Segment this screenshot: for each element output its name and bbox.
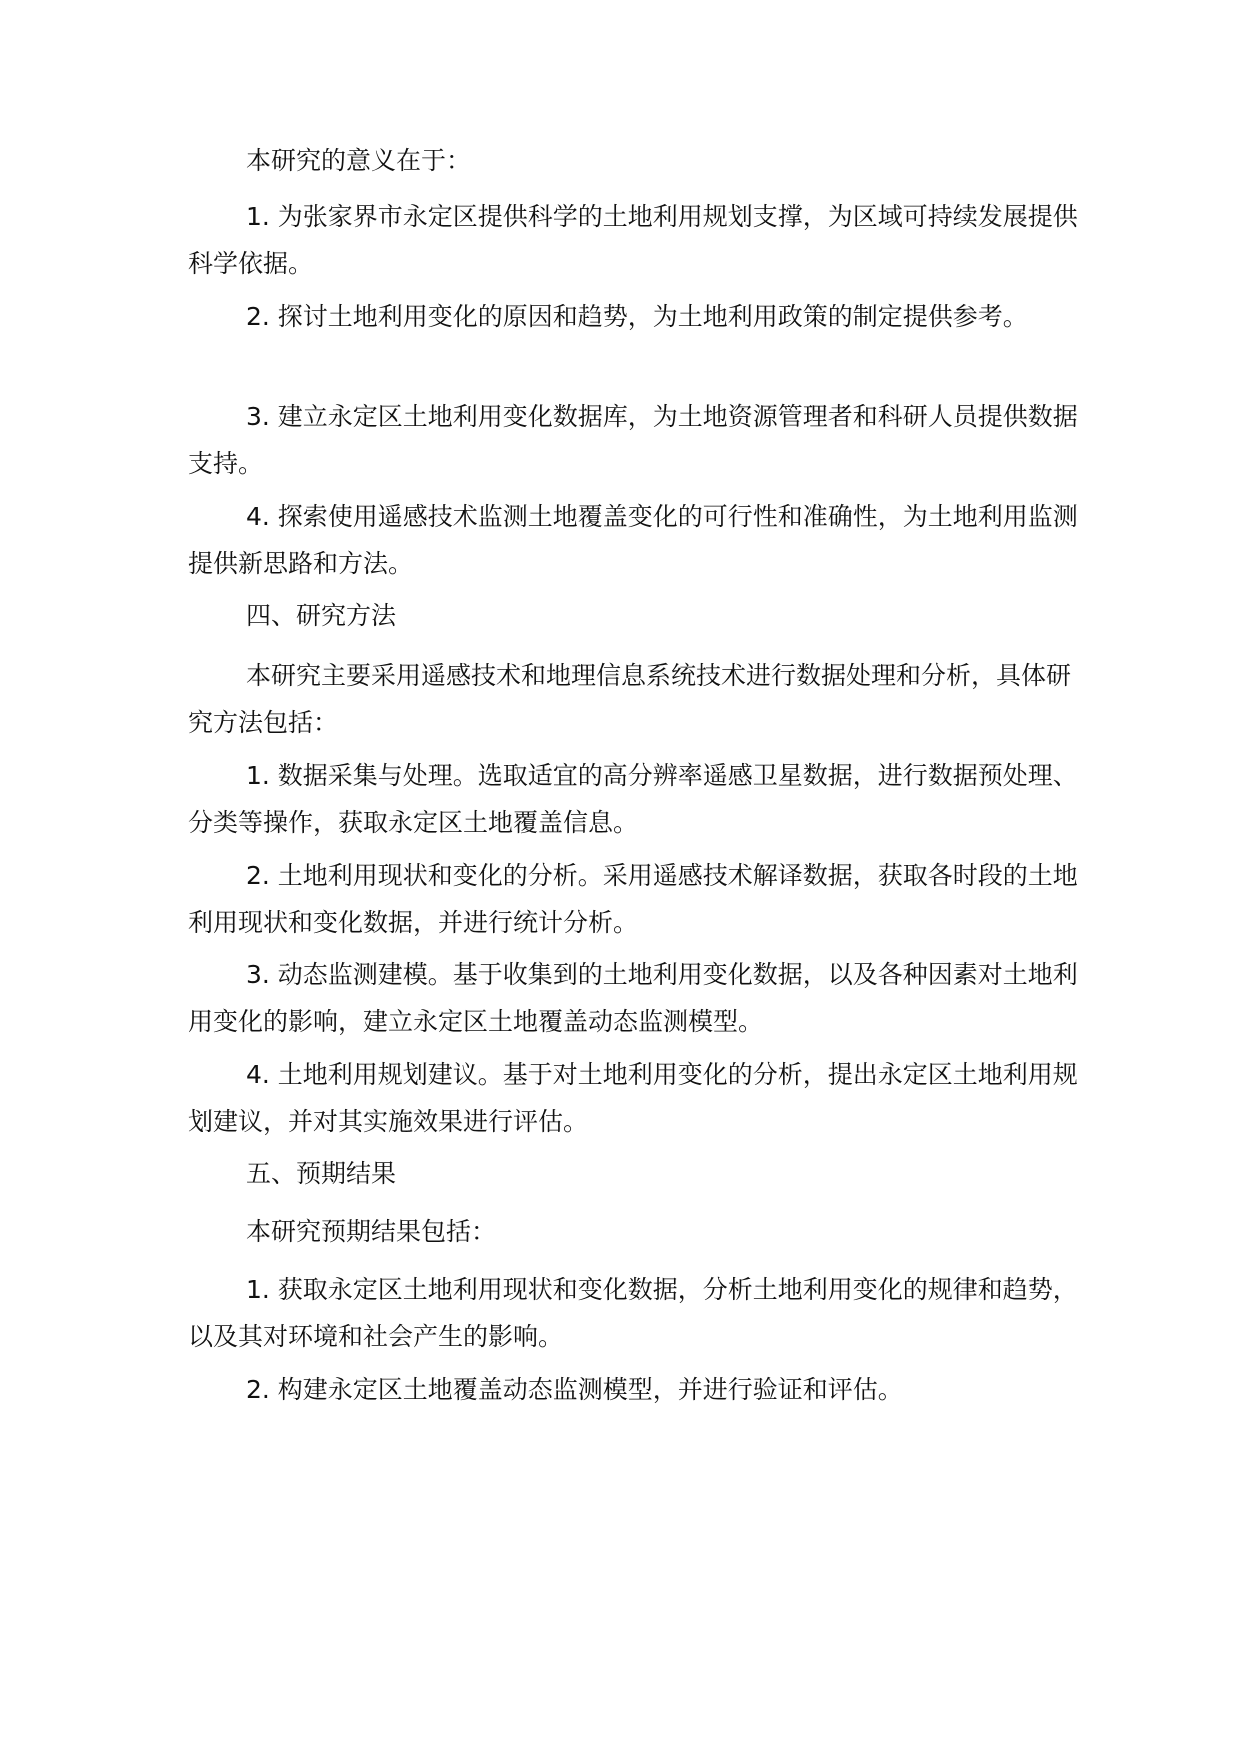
expected-results-item-1: 1. 获取永定区土地利用现状和变化数据，分析土地利用变化的规律和趋势，以及其对环境和社会产生的影响。 <box>188 1275 1078 1351</box>
methods-item-2: 2. 土地利用现状和变化的分析。采用遥感技术解译数据，获取各时段的土地利用现状和变化数据，并进行统计分析。 <box>188 861 1078 937</box>
methods-item-3: 3. 动态监测建模。基于收集到的土地利用变化数据，以及各种因素对土地利用变化的影响，建立永定区土地覆盖动态监测模型。 <box>188 960 1078 1036</box>
methods-item-1: 1. 数据采集与处理。选取适宜的高分辨率遥感卫星数据，进行数据预处理、分类等操作，获取永定区土地覆盖信息。 <box>188 761 1078 837</box>
methods-item-4: 4. 土地利用规划建议。基于对土地利用变化的分析，提出永定区土地利用规划建议，并对其实施效果进行评估。 <box>188 1060 1078 1136</box>
methods-intro: 本研究主要采用遥感技术和地理信息系统技术进行数据处理和分析，具体研究方法包括： <box>188 661 1072 737</box>
significance-item-2: 2. 探讨土地利用变化的原因和趋势，为土地利用政策的制定提供参考。 <box>246 302 1028 331</box>
expected-results-item-2: 2. 构建永定区土地覆盖动态监测模型，并进行验证和评估。 <box>246 1375 903 1404</box>
significance-item-1: 1. 为张家界市永定区提供科学的土地利用规划支撑，为区域可持续发展提供科学依据。 <box>188 202 1078 278</box>
section-heading-expected-results: 五、预期结果 <box>246 1159 397 1188</box>
expected-results-intro: 本研究预期结果包括： <box>246 1217 497 1246</box>
significance-item-3: 3. 建立永定区土地利用变化数据库，为土地资源管理者和科研人员提供数据支持。 <box>188 402 1078 478</box>
significance-item-4: 4. 探索使用遥感技术监测土地覆盖变化的可行性和准确性，为土地利用监测提供新思路和方法。 <box>188 502 1078 578</box>
section-heading-methods: 四、研究方法 <box>246 601 397 630</box>
significance-intro: 本研究的意义在于： <box>246 146 472 175</box>
